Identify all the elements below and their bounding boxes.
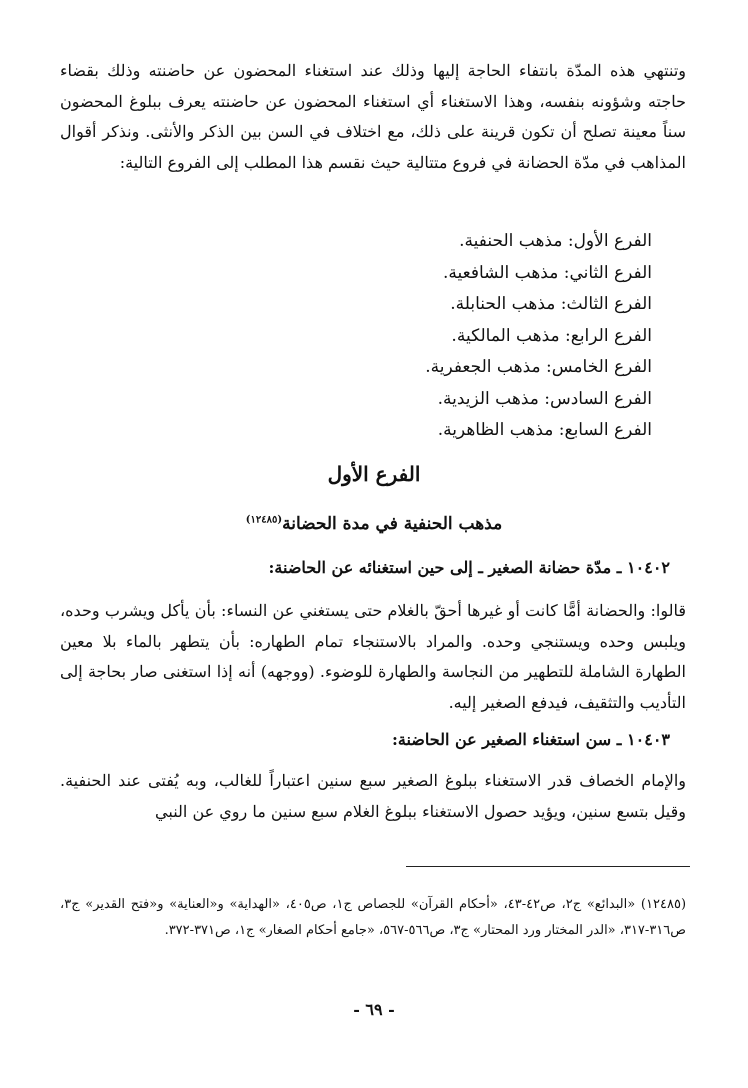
branch-item: الفرع الرابع: مذهب المالكية.	[451, 325, 652, 346]
branch-item: الفرع السادس: مذهب الزيدية.	[437, 388, 652, 409]
section-subheading	[0, 514, 748, 534]
intro-paragraph: وتنتهي هذه المدّة بانتفاء الحاجة إليها وذلك عند استغناء المحضون عن حاضنته وذلك بقضاء حاجته وشؤونه بنفسه، وهذا الاستغناء أي استغناء المحضون عن حاضنته يعرف ببلوغ المحضون سناً معينة تصلح أن تكون قرينة على ذلك، مع اختلاف في السن بين الذكر والأنثى. ونذكر أقوال المذاهب في مدّة الحضانة في فروع متتالية حيث نقسم هذا المطلب إلى الفروع التالية:	[60, 61, 686, 172]
footnote-divider	[406, 866, 690, 867]
paragraph-title-10402: ١٠٤٠٢ ـ مدّة حضانة الصغير ـ إلى حين استغنائه عن الحاضنة:	[268, 558, 670, 577]
section-heading: الفرع الأول	[327, 462, 421, 486]
branch-item: الفرع الخامس: مذهب الجعفرية.	[425, 357, 652, 377]
paragraph-10402: قالوا: والحضانة أمًّا كانت أو غيرها أحقّ بالغلام حتى يستغني عن النساء: بأن يأكل ويشرب وحده، ويلبس وحده ويستنجي وحده. والمراد بالاستنجاء تمام الطهاره: بأن يتطهر بالماء بلا معين الطهارة الشاملة للتطهير من النجاسة والطهارة للوضوء. (ووجهه) أنه إذا استغنى صار بحاجة إلى التأديب والتثقيف، فيدفع الصغير إليه.	[60, 601, 686, 712]
footnote: (١٢٤٨٥) «البدائع» ج٢، ص٤٢-٤٣، «أحكام القرآن» للجصاص ج١، ص٤٠٥، «الهداية» و«العناية» و«فتح القدير» ج٣، ص٣١٦-٣١٧، «الدر المختار ورد المحتار» ج٣، ص٥٦٦-٥٦٧، «جامع أحكام الصغار» ج١، ص٣٧١-٣٧٢.	[60, 897, 687, 938]
paragraph-10403: والإمام الخصاف قدر الاستغناء ببلوغ الصغير سبع سنين اعتباراً للغالب، وبه يُفتى عند الحنفية. وقيل بتسع سنين، ويؤيد حصول الاستغناء ببلوغ الغلام سبع سنين ما روي عن النبي	[60, 771, 686, 821]
branches-list	[292, 226, 652, 447]
subheading-text: مذهب الحنفية في مدة الحضانة	[282, 514, 503, 534]
page-number: - ٦٩ -	[353, 1000, 395, 1019]
branch-item: الفرع الأول: مذهب الحنفية.	[459, 231, 652, 251]
branch-item: الفرع السابع: مذهب الظاهرية.	[437, 420, 652, 440]
branch-item: الفرع الثاني: مذهب الشافعية.	[443, 262, 652, 283]
footnote-ref: (١٢٤٨٥)	[245, 514, 283, 526]
branch-item: الفرع الثالث: مذهب الحنابلة.	[450, 294, 652, 314]
paragraph-title-10403: ١٠٤٠٣ ـ سن استغناء الصغير عن الحاضنة:	[391, 730, 670, 749]
